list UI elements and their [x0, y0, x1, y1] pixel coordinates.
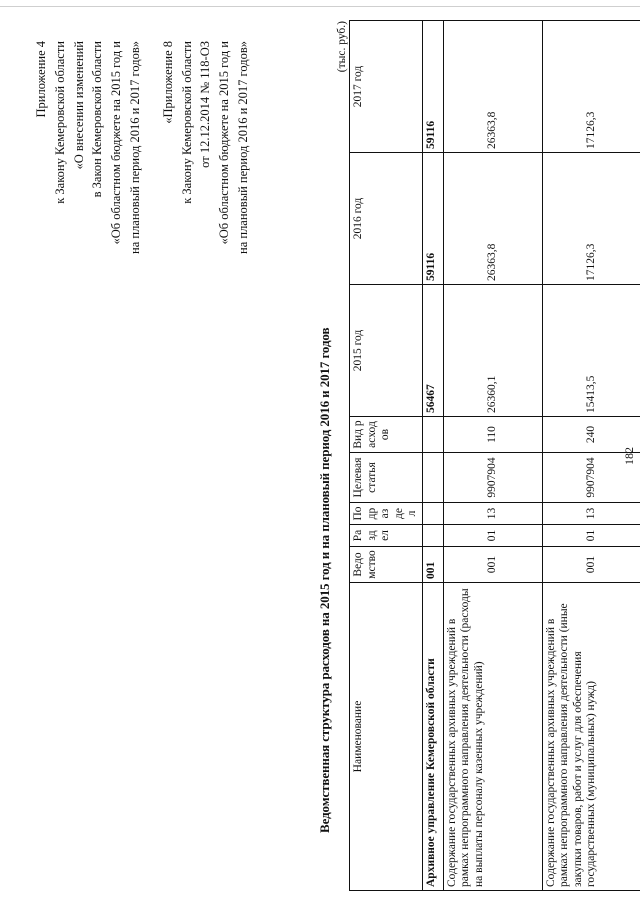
table-row	[542, 21, 640, 891]
appendix-line: на плановый период 2016 и 2017 годов»	[127, 41, 142, 254]
header-2015: 2015 год	[350, 285, 423, 417]
appendix-line: «Приложение 8	[160, 41, 175, 124]
appendix-line: «Об областном бюджете на 2015 год и	[217, 41, 232, 245]
row-subsection	[422, 503, 443, 525]
row-section	[422, 525, 443, 547]
row-2015: 15413,5	[542, 285, 640, 417]
appendix-line: Приложение 4	[34, 41, 48, 118]
header-target: Целевая статья	[350, 453, 423, 503]
header-2017: 2017 год	[350, 21, 423, 153]
row-target: 9907904	[443, 453, 542, 503]
row-subsection: 13	[542, 503, 640, 525]
row-2016: 26363,8	[443, 153, 542, 285]
row-dept: 001	[443, 547, 542, 583]
row-exp-type	[422, 417, 443, 453]
appendix-line: к Закону Кемеровской области	[179, 41, 194, 204]
table-header-row	[350, 21, 423, 891]
row-name: Содержание государственных архивных учреждений в рамках непрограммного направления деятельности (расходы на выплаты персоналу казенных учреждений)	[443, 583, 542, 891]
row-exp-type: 110	[443, 417, 542, 453]
appendix-line: в Закон Кемеровской области	[90, 41, 105, 198]
header-section: Раздел	[350, 525, 423, 547]
row-name: Архивное управление Кемеровской области	[422, 583, 443, 891]
row-exp-type: 240	[542, 417, 640, 453]
row-2017: 59116	[422, 21, 443, 153]
header-name: Наименование	[350, 583, 423, 891]
header-2016: 2016 год	[350, 153, 423, 285]
appendix-line: к Закону Кемеровской области	[52, 41, 67, 204]
row-name: Содержание государственных архивных учреждений в рамках непрограммного направления деятельности (иные закупки товаров, работ и услуг для обеспечения государственных (муниципальных) нужд)	[542, 583, 640, 891]
row-2017: 17126,3	[542, 21, 640, 153]
header-dept: Ведомство	[350, 547, 423, 583]
row-2015: 56467	[422, 285, 443, 417]
row-section: 01	[542, 525, 640, 547]
header-subsection: Подраздел	[350, 503, 423, 525]
page-number: 182	[622, 447, 636, 465]
appendix-line: на плановый период 2016 и 2017 годов»	[235, 41, 250, 254]
units-label: (тыс. руб.)	[336, 21, 348, 73]
row-target: 9907904	[542, 453, 640, 503]
row-dept: 001	[542, 547, 640, 583]
appendix-header	[32, 41, 253, 254]
row-subsection: 13	[443, 503, 542, 525]
row-2017: 26363,8	[443, 21, 542, 153]
header-exp-type: Вид расходов	[350, 417, 423, 453]
document-title: Ведомственная структура расходов на 2015 год и на плановый период 2016 и 2017 годов	[317, 327, 332, 833]
row-target	[422, 453, 443, 503]
table-row	[443, 21, 542, 891]
row-section: 01	[443, 525, 542, 547]
appendix-line: от 12.12.2014 № 118-ОЗ	[198, 41, 213, 168]
row-2016: 59116	[422, 153, 443, 285]
rotated-page	[20, 13, 640, 893]
appendix-line: «О внесении изменений	[71, 41, 86, 170]
scan-top-line	[0, 6, 640, 7]
row-dept: 001	[422, 547, 443, 583]
row-2015: 26360,1	[443, 285, 542, 417]
row-2016: 17126,3	[542, 153, 640, 285]
expenditure-table	[349, 20, 640, 891]
table-row	[422, 21, 443, 891]
appendix-line: «Об областном бюджете на 2015 год и	[109, 41, 124, 245]
